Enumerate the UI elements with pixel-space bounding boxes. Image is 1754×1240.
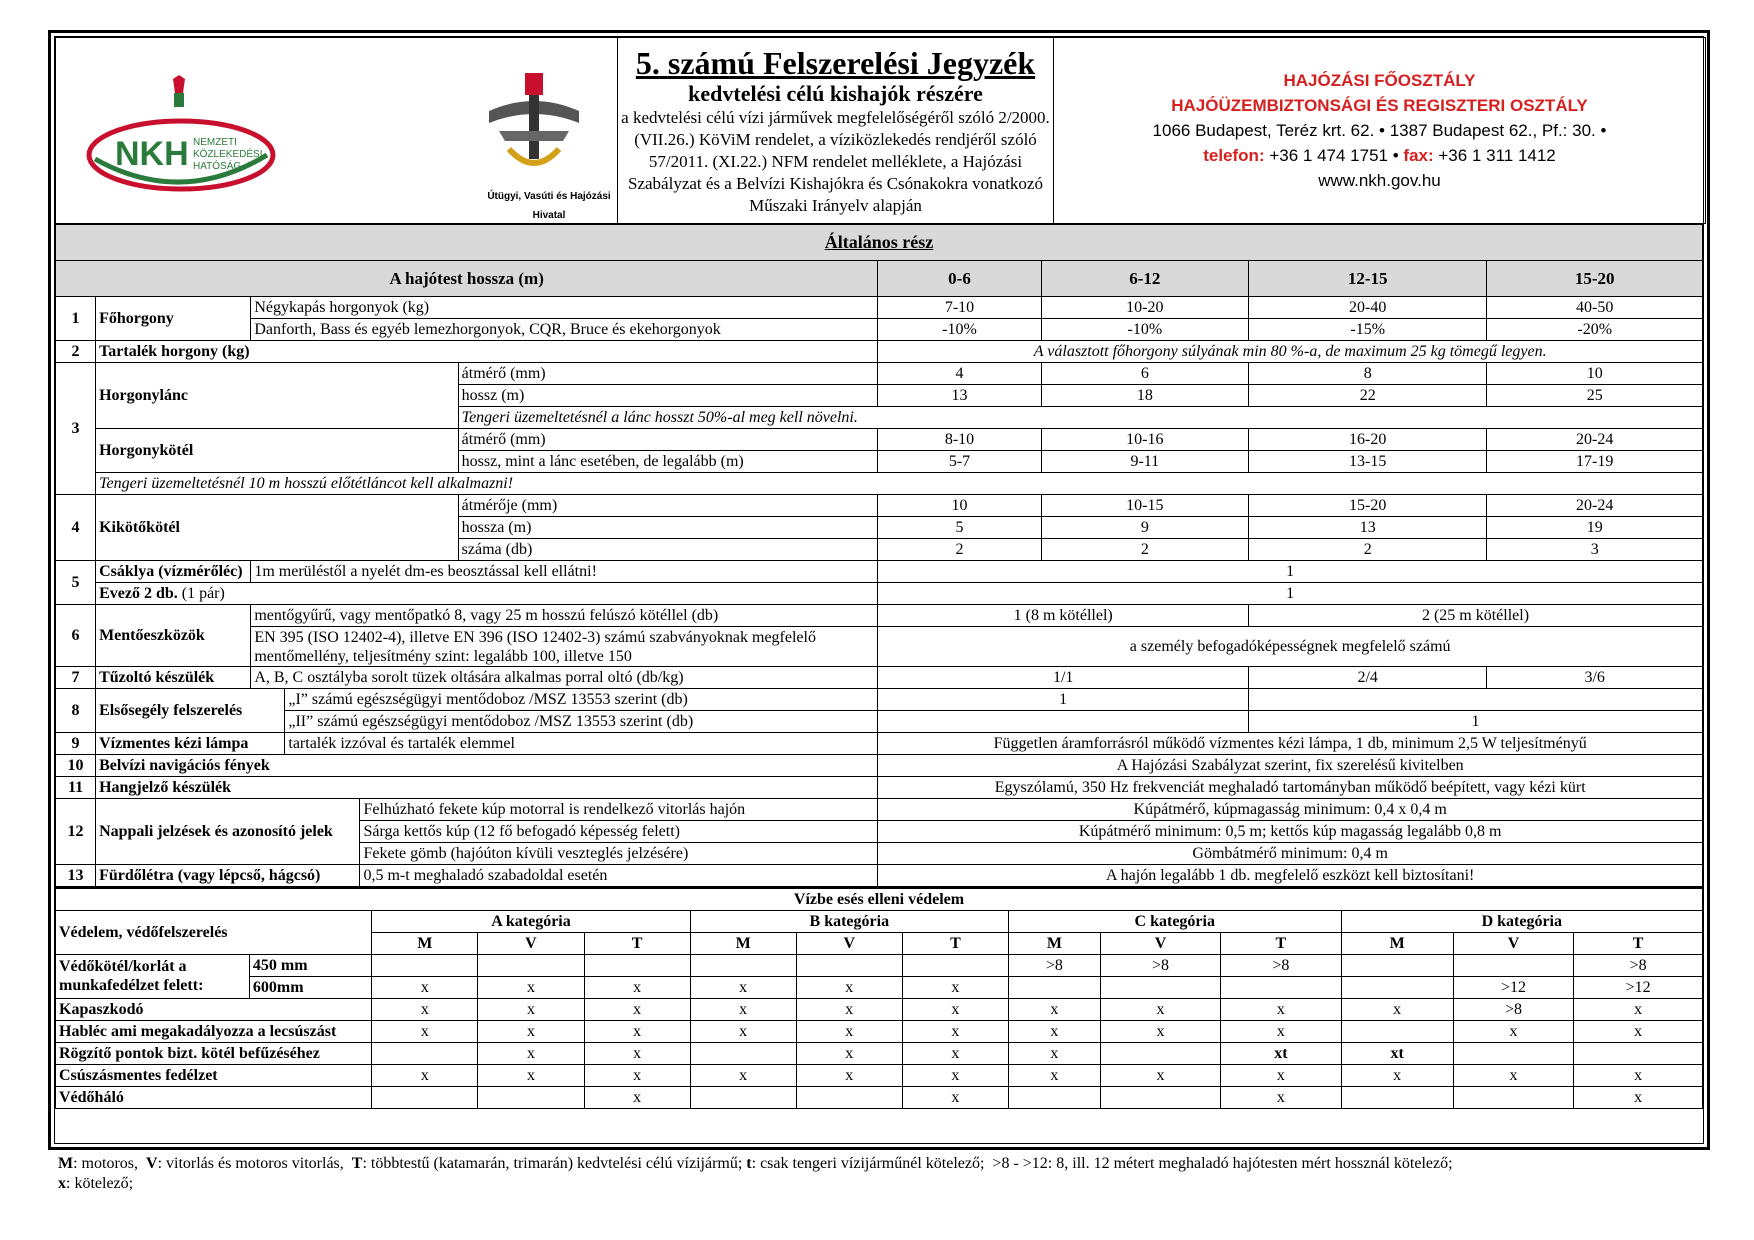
length-col-1: 6-12 [1041,261,1248,297]
value-cell: x [478,976,584,998]
value-cell: x [584,1086,690,1108]
value-cell: x [1100,1064,1220,1086]
value-cell: x [372,1020,478,1042]
value-cell: x [584,976,690,998]
value-cell: 9 [1041,517,1248,539]
value-cell: 6 [1041,363,1248,385]
document-frame [48,30,1710,1150]
value-cell: 10-20 [1041,297,1248,319]
hivatal-caption: Útügyi, Vasúti és Hajózási Hivatal [487,190,611,221]
value-cell [478,954,584,976]
value-cell: x [1574,1086,1703,1108]
value-cell: 3/6 [1487,667,1703,689]
value-cell: -10% [1041,319,1248,341]
row-number: 12 [56,799,96,865]
row-label: Csúszásmentes fedélzet [56,1064,372,1086]
value-cell: xt [1341,1042,1453,1064]
value-cell [372,954,478,976]
category-a: A kategória [372,910,690,932]
value-cell: x [690,1020,796,1042]
protection-title: Vízbe esés elleni védelem [56,888,1703,910]
value-cell: 13 [1248,517,1486,539]
item-detail: hossza (m) [458,517,878,539]
row-number: 8 [56,689,96,733]
value-cell: x [478,998,584,1020]
value-cell: x [796,976,902,998]
value-cell: 2 [1041,539,1248,561]
value-cell: 40-50 [1487,297,1703,319]
value-cell: x [1221,1020,1341,1042]
subheader-cell: T [1221,932,1341,954]
value-cell [1453,1086,1573,1108]
row-number: 2 [56,341,96,363]
item-detail: „I” számú egészségügyi mentődoboz /MSZ 13553 szerint (db) [285,689,878,711]
value-cell: 7-10 [878,297,1041,319]
value-cell: x [902,976,1008,998]
table-row [56,1042,1703,1064]
value-cell: 8-10 [878,429,1041,451]
footer-legend: M: motoros, V: vitorlás és motoros vitorlás, T: többtestű (katamarán, trimarán) kedvtelési célú vízijármű; t: csak tengeri vízijárműnél kötelező; >8 - >12: 8, ill. 12 métert meghaladó hajótesten mért hossznál kötelező; x: kötelező; [58,1155,1453,1192]
value-cell: x [584,1064,690,1086]
table-row [56,1086,1703,1108]
value-cell: 17-19 [1487,451,1703,473]
value-cell: Független áramforrásról működő vízmentes kézi lámpa, 1 db, minimum 2,5 W teljesítményű [878,733,1703,755]
value-cell: x [1574,998,1703,1020]
value-cell [372,1086,478,1108]
value-cell: Egyszólamú, 350 Hz frekvenciát meghaladó tartományban működő beépített, vagy kézi kürt [878,777,1703,799]
item-name: Tartalék horgony (kg) [96,341,878,363]
item-detail: Fekete gömb (hajóúton kívüli veszteglés jelzésére) [360,843,878,865]
item-detail: hossz, mint a lánc esetében, de legalább (m) [458,451,878,473]
value-cell: 16-20 [1248,429,1486,451]
value-cell: 20-24 [1487,495,1703,517]
value-cell: -20% [1487,319,1703,341]
table-row [56,954,1703,976]
crown-icon [173,75,185,93]
value-cell [584,954,690,976]
value-cell: x [902,1086,1008,1108]
table-row [56,976,1703,998]
item-detail: átmérő (mm) [458,363,878,385]
value-cell: Kúpátmérő, kúpmagasság minimum: 0,4 x 0,4 m [878,799,1703,821]
header-table [55,37,1706,224]
subheader-cell: M [372,932,478,954]
value-cell: 2 [878,539,1041,561]
item-name: Horgonykötél [96,429,459,473]
item-detail: EN 395 (ISO 12402-4), illetve EN 396 (ISO 12402-3) számú szabványoknak megfelelő mentőmellény, teljesítmény szint: legalább 100, illetve 150 [251,627,878,667]
item-name: Tűzoltó készülék [96,667,251,689]
value-cell: x [1574,1064,1703,1086]
value-cell: a személy befogadóképességnek megfelelő számú [878,627,1703,667]
value-cell: x [1453,1020,1573,1042]
value-cell: x [478,1042,584,1064]
value-cell: 20-40 [1248,297,1486,319]
row-number: 10 [56,755,96,777]
row-number: 6 [56,605,96,667]
value-cell: x [902,1020,1008,1042]
value-cell: 1 [1248,711,1702,733]
value-cell [1341,976,1453,998]
value-cell: >8 [1008,954,1100,976]
item-name: Evező 2 db. (1 pár) [96,583,878,605]
item-detail: Danforth, Bass és egyéb lemezhorgonyok, CQR, Bruce és ekehorgonyok [251,319,878,341]
value-cell: 1 (8 m kötéllel) [878,605,1249,627]
value-cell: 22 [1248,385,1486,407]
item-name: Elsősegély felszerelés [96,689,285,733]
value-cell: 19 [1487,517,1703,539]
value-cell [796,954,902,976]
value-cell: 13-15 [1248,451,1486,473]
value-cell: x [1008,1064,1100,1086]
item-detail: mentőgyűrű, vagy mentőpatkó 8, vagy 25 m hosszú felúszó kötéllel (db) [251,605,878,627]
value-cell: x [902,1064,1008,1086]
item-name: Csáklya (vízmérőléc) [96,561,251,583]
rail-label: Védőkötél/korlát a munkafedélzet felett: [56,954,250,998]
item-name: Nappali jelzések és azonosító jelek [96,799,360,865]
svg-text:KÖZLEKEDÉSI: KÖZLEKEDÉSI [193,148,263,160]
value-cell: Kúpátmérő minimum: 0,5 m; kettős kúp magasság legalább 0,8 m [878,821,1703,843]
item-name: Belvízi navigációs fények [96,755,878,777]
general-table [55,224,1703,887]
value-cell: 1 [878,689,1249,711]
value-cell: x [902,998,1008,1020]
value-cell: x [584,998,690,1020]
value-cell: 13 [878,385,1041,407]
value-cell: x [690,976,796,998]
subheader-cell: T [902,932,1008,954]
value-cell [690,954,796,976]
length-col-2: 12-15 [1248,261,1486,297]
row-number: 3 [56,363,96,495]
protection-col-label: Védelem, védőfelszerelés [56,910,372,954]
item-detail: hossz (m) [458,385,878,407]
value-cell: 5 [878,517,1041,539]
value-cell: x [1100,1020,1220,1042]
value-cell: x [372,976,478,998]
value-cell [1453,1042,1573,1064]
value-cell [372,1042,478,1064]
value-cell [902,954,1008,976]
item-name: Kikötőkötél [96,495,459,561]
row-number: 11 [56,777,96,799]
value-cell: x [690,998,796,1020]
row-number: 5 [56,561,96,605]
value-cell: -10% [878,319,1041,341]
row-number: 1 [56,297,96,341]
item-name: Főhorgony [96,297,251,341]
value-cell: 4 [878,363,1041,385]
value-cell [1100,976,1220,998]
value-cell: x [1574,1020,1703,1042]
value-cell: x [1008,998,1100,1020]
value-cell: x [478,1064,584,1086]
value-cell: 10-16 [1041,429,1248,451]
table-row [56,1020,1703,1042]
value-cell [796,1086,902,1108]
legal-basis-text: a kedvtelési célú vízi járművek megfelelőségéről szóló 2/2000. (VII.26.) KöViM rendelet, a víziközlekedés rendjéről szóló 57/2011. (XI.22.) NFM rendelet melléklete, a Hajózási Szabályzat és a Belvízi Kishajókra és Csónakokra vonatkozó Műszaki Irányelv alapján [621,107,1050,215]
length-label: A hajótest hossza (m) [56,261,878,297]
value-cell: A hajón legalább 1 db. megfelelő eszközt kell biztosítani! [878,865,1703,887]
value-cell: x [1008,1020,1100,1042]
value-cell [878,711,1249,733]
value-cell: x [690,1064,796,1086]
item-detail: átmérő (mm) [458,429,878,451]
value-cell: A Hajózási Szabályzat szerint, fix szerelésű kivitelben [878,755,1703,777]
value-cell: 5-7 [878,451,1041,473]
document-subtitle: kedvtelési célú kishajók részére [688,80,983,106]
value-cell [478,1086,584,1108]
subheader-cell: V [796,932,902,954]
value-cell: x [796,1020,902,1042]
item-detail: 1m merüléstől a nyelét dm-es beosztással kell ellátni! [251,561,878,583]
subheader-cell: M [1341,932,1453,954]
item-name: Horgonylánc [96,363,459,429]
value-cell: 10 [878,495,1041,517]
item-detail: Felhúzható fekete kúp motorral is rendelkező vitorlás hajón [360,799,878,821]
protection-table [55,887,1703,1109]
value-cell: 1 [878,583,1703,605]
value-cell [1453,954,1573,976]
value-cell: x [584,1020,690,1042]
value-cell: 8 [1248,363,1486,385]
row-number: 9 [56,733,96,755]
value-cell: 1/1 [878,667,1249,689]
value-cell [1341,954,1453,976]
value-cell: -15% [1248,319,1486,341]
table-row [56,1064,1703,1086]
value-cell: x [1453,1064,1573,1086]
value-cell: x [1221,998,1341,1020]
hivatal-emblem [479,71,589,181]
org-line-1: HAJÓZÁSI FŐOSZTÁLY [1283,71,1476,90]
value-cell [1100,1042,1220,1064]
value-cell [690,1086,796,1108]
value-cell: x [372,998,478,1020]
org-address: 1066 Budapest, Teréz krt. 62. • 1387 Budapest 62., Pf.: 30. • [1152,121,1607,140]
subheader-cell: M [690,932,796,954]
nkh-logo [81,73,281,193]
value-cell: 10 [1487,363,1703,385]
org-website[interactable]: www.nkh.gov.hu [1318,171,1441,190]
value-cell: >8 [1100,954,1220,976]
category-c: C kategória [1008,910,1341,932]
item-name: Vízmentes kézi lámpa [96,733,285,755]
value-cell: x [902,1042,1008,1064]
row-label: Kapaszkodó [56,998,372,1020]
value-cell: 9-11 [1041,451,1248,473]
table-row [56,998,1703,1020]
item-detail: Sárga kettős kúp (12 fő befogadó képesség felett) [360,821,878,843]
length-col-3: 15-20 [1487,261,1703,297]
item-detail: 0,5 m-t meghaladó szabadoldal esetén [360,865,878,887]
title-cell [618,38,1054,224]
value-cell: x [1221,1086,1341,1108]
value-cell: x [584,1042,690,1064]
value-cell [1221,976,1341,998]
value-cell [1100,1086,1220,1108]
note-text: Tengeri üzemeltetésnél 10 m hosszú előtétláncot kell alkalmazni! [96,473,1703,495]
nkh-logo-text: NKH [115,134,189,173]
value-cell: 10-15 [1041,495,1248,517]
value-cell: x [1100,998,1220,1020]
document-inner [54,36,1704,1144]
value-cell [1341,1086,1453,1108]
subheader-cell: V [478,932,584,954]
value-cell: 25 [1487,385,1703,407]
value-cell [690,1042,796,1064]
item-name: Mentőeszközök [96,605,251,667]
value-cell: Gömbátmérő minimum: 0,4 m [878,843,1703,865]
value-cell: >8 [1453,998,1573,1020]
row-label: Rögzítő pontok bizt. kötél befűzéséhez [56,1042,372,1064]
item-detail: tartalék izzóval és tartalék elemmel [285,733,878,755]
value-cell: x [478,1020,584,1042]
value-cell [1008,1086,1100,1108]
item-detail: átmérője (mm) [458,495,878,517]
document-title: 5. számú Felszerelési Jegyzék [635,44,1036,81]
value-cell: 2 [1248,539,1486,561]
row-label: Védőháló [56,1086,372,1108]
value-cell: 1 [878,561,1703,583]
value-cell [1008,976,1100,998]
value-cell: 18 [1041,385,1248,407]
row-number: 13 [56,865,96,887]
svg-text:HATÓSÁG: HATÓSÁG [193,160,242,172]
subheader-cell: V [1453,932,1573,954]
category-d: D kategória [1341,910,1702,932]
subheader-cell: T [584,932,690,954]
item-detail: száma (db) [458,539,878,561]
subheader-cell: V [1100,932,1220,954]
value-cell: 2/4 [1248,667,1486,689]
category-b: B kategória [690,910,1008,932]
subheader-cell: M [1008,932,1100,954]
value-cell: 3 [1487,539,1703,561]
note-text: Tengeri üzemeltetésnél a lánc hosszt 50%-al meg kell növelni. [458,407,1702,429]
item-detail: Négykapás horgonyok (kg) [251,297,878,319]
value-cell: A választott főhorgony súlyának min 80 %-a, de maximum 25 kg tömegű legyen. [878,341,1703,363]
subheader-cell: T [1574,932,1703,954]
value-cell: x [1008,1042,1100,1064]
value-cell: >8 [1574,954,1703,976]
item-detail: „II” számú egészségügyi mentődoboz /MSZ 13553 szerint (db) [285,711,878,733]
row-label: Habléc ami megakadályozza a lecsúszást [56,1020,372,1042]
value-cell: 20-24 [1487,429,1703,451]
value-cell: x [372,1064,478,1086]
value-cell: x [796,1042,902,1064]
value-cell: x [1341,1064,1453,1086]
org-contact: telefon: +36 1 474 1751 • fax: +36 1 311 1412 [1203,146,1556,165]
rail-600-label: 600mm [249,976,371,998]
general-section-title: Általános rész [56,225,1703,261]
value-cell [1574,1042,1703,1064]
logos-cell [56,38,618,224]
value-cell: x [796,998,902,1020]
value-cell: >12 [1453,976,1573,998]
value-cell [1248,689,1702,711]
value-cell: x [1221,1064,1341,1086]
svg-text:NEMZETI: NEMZETI [193,136,237,148]
value-cell: 2 (25 m kötéllel) [1248,605,1702,627]
item-name: Hangjelző készülék [96,777,878,799]
row-number: 4 [56,495,96,561]
org-line-2: HAJÓÜZEMBIZTONSÁGI ÉS REGISZTERI OSZTÁLY [1171,96,1588,115]
value-cell: >12 [1574,976,1703,998]
item-detail: A, B, C osztályba sorolt tüzek oltására alkalmas porral oltó (db/kg) [251,667,878,689]
value-cell [1341,1020,1453,1042]
value-cell: xt [1221,1042,1341,1064]
rail-450-label: 450 mm [249,954,371,976]
value-cell: x [796,1064,902,1086]
item-name: Fürdőlétra (vagy lépcső, hágcsó) [96,865,360,887]
value-cell: >8 [1221,954,1341,976]
row-number: 7 [56,667,96,689]
value-cell: x [1341,998,1453,1020]
length-col-0: 0-6 [878,261,1041,297]
value-cell: 15-20 [1248,495,1486,517]
organization-cell [1054,38,1706,224]
